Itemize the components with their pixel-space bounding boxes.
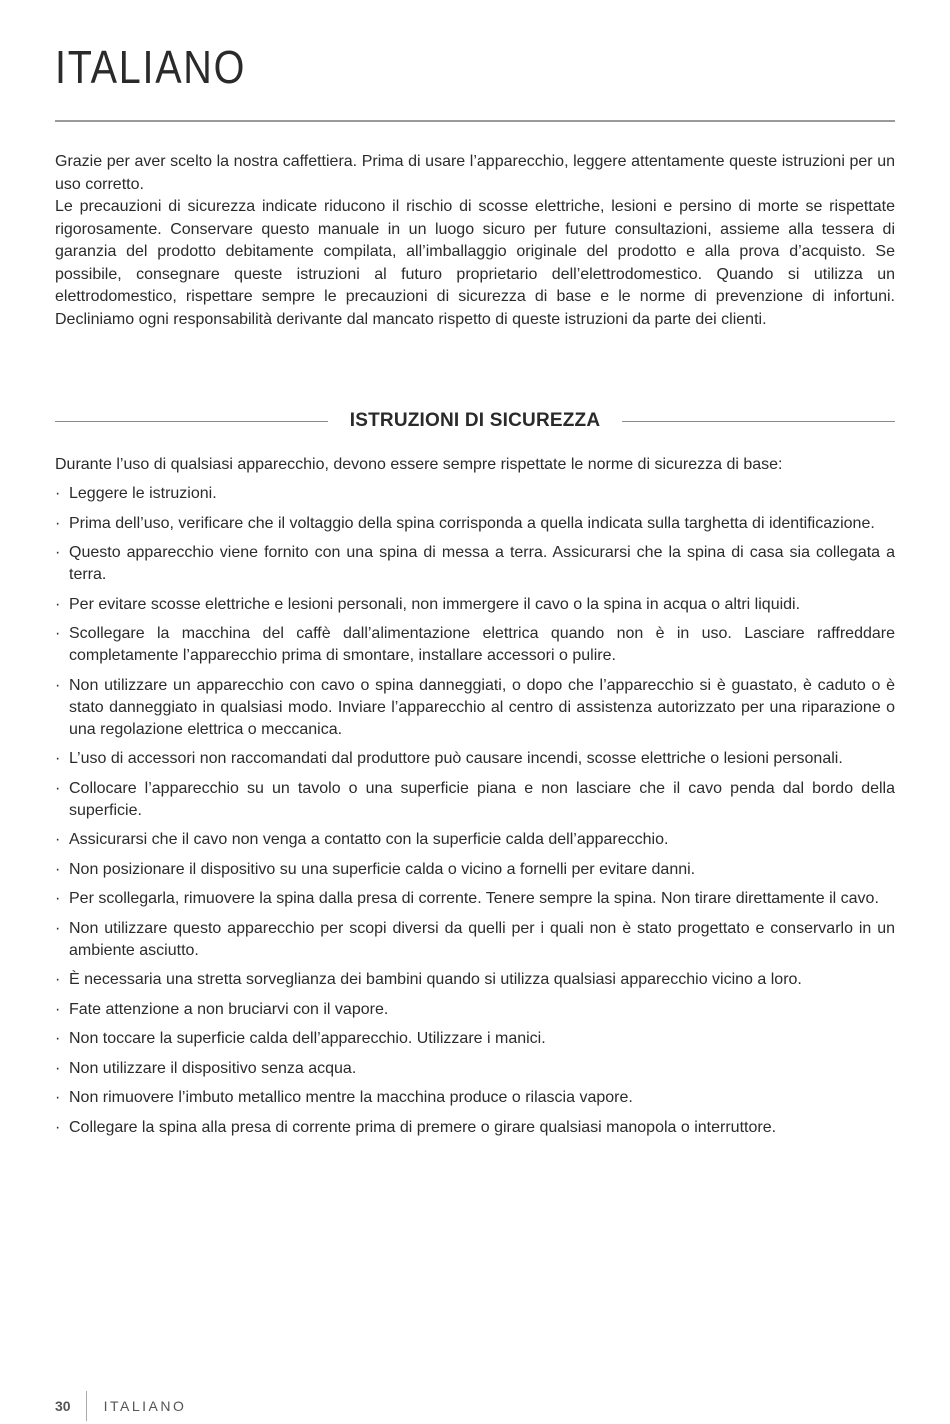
- list-item-text: Assicurarsi che il cavo non venga a contatto con la superficie calda dell’apparecchio.: [69, 831, 669, 848]
- list-item-text: Scollegare la macchina del caffè dall’alimentazione elettrica quando non è in uso. Lasciare raffreddare completamente l’apparecchio prima di smontare, installare accessori o pulire.: [69, 625, 895, 664]
- bullet-icon: ·: [55, 595, 61, 613]
- list-item: [55, 859, 895, 881]
- bullet-icon: ·: [55, 971, 61, 988]
- bullet-icon: ·: [55, 779, 61, 797]
- bullet-icon: ·: [55, 1059, 61, 1077]
- list-item-text: È necessaria una stretta sorveglianza dei bambini quando si utilizza qualsiasi apparecchio vicino a loro.: [69, 971, 802, 988]
- list-item-text: Collegare la spina alla presa di corrente prima di premere o girare qualsiasi manopola o interruttore.: [69, 1118, 777, 1136]
- list-item: [55, 542, 895, 586]
- list-item: [55, 829, 895, 851]
- page-footer: [55, 1391, 186, 1421]
- bullet-icon: ·: [55, 1000, 61, 1018]
- safety-list: [55, 483, 895, 1139]
- bullet-icon: ·: [55, 544, 61, 561]
- list-item-text: Non posizionare il dispositivo su una superficie calda o vicino a fornelli per evitare danni.: [69, 860, 696, 878]
- heading-rule-right: [622, 421, 895, 422]
- list-item-text: Leggere le istruzioni.: [69, 485, 217, 502]
- list-item: [55, 594, 895, 616]
- list-item: [55, 969, 895, 991]
- page-number: 30: [55, 1398, 71, 1414]
- bullet-icon: ·: [55, 1030, 61, 1047]
- list-item: [55, 1028, 895, 1050]
- list-item-text: Collocare l’apparecchio su un tavolo o una superficie piana e non lasciare che il cavo penda dal bordo della superficie.: [69, 779, 895, 819]
- list-item: [55, 513, 895, 535]
- bullet-icon: ·: [55, 514, 61, 532]
- title-divider: [55, 120, 895, 122]
- bullet-icon: ·: [55, 919, 61, 937]
- list-item: [55, 1087, 895, 1109]
- safety-instructions: [55, 454, 895, 1146]
- list-item-text: Fate attenzione a non bruciarvi con il vapore.: [69, 1000, 389, 1018]
- list-item: [55, 623, 895, 667]
- list-item: [55, 999, 895, 1021]
- bullet-icon: ·: [55, 1089, 61, 1106]
- list-item: [55, 483, 895, 505]
- page-title: ITALIANO: [55, 41, 247, 93]
- list-item-text: Non utilizzare il dispositivo senza acqua.: [69, 1059, 357, 1077]
- list-item-text: L’uso di accessori non raccomandati dal produttore può causare incendi, scosse elettriche o lesioni personali.: [69, 750, 843, 767]
- list-item: [55, 918, 895, 962]
- bullet-icon: ·: [55, 676, 61, 694]
- list-item-text: Per scollegarla, rimuovere la spina dalla presa di corrente. Tenere sempre la spina. Non tirare direttamente il cavo.: [69, 890, 879, 907]
- list-item-text: Per evitare scosse elettriche e lesioni personali, non immergere il cavo o la spina in acqua o altri liquidi.: [69, 595, 801, 613]
- footer-section-label: ITALIANO: [103, 1398, 187, 1414]
- bullet-icon: ·: [55, 831, 61, 848]
- section-heading: [55, 408, 895, 434]
- list-item: [55, 675, 895, 741]
- intro-paragraph: Grazie per aver scelto la nostra caffettiera. Prima di usare l’apparecchio, leggere attentamente queste istruzioni per un uso corretto.: [55, 153, 895, 193]
- list-item: [55, 888, 895, 910]
- list-item: [55, 1117, 895, 1139]
- intro-paragraph: Le precauzioni di sicurezza indicate riducono il rischio di scosse elettriche, lesioni e persino di morte se rispettate rigorosamente. Conservare questo manuale in un luogo sicuro per future consultazioni, assieme alla tessera di garanzia del prodotto debitamente compilata, all’imballaggio originale del prodotto e alla prova d’acquisto. Se possibile, consegnare queste istruzioni al futuro proprietario dell’elettrodomestico. Quando si utilizza un elettrodomestico, rispettare sempre le precauzioni di sicurezza di base e le norme di prevenzione di infortuni. Decliniamo ogni responsabilità derivante dal mancato rispetto di queste istruzioni da parte dei clienti.: [55, 198, 895, 328]
- list-item-text: Non rimuovere l’imbuto metallico mentre la macchina produce o rilascia vapore.: [69, 1089, 633, 1106]
- list-item-text: Prima dell’uso, verificare che il voltaggio della spina corrisponda a quella indicata sulla targhetta di identificazione.: [69, 514, 875, 532]
- list-item: [55, 748, 895, 770]
- list-item: [55, 1058, 895, 1080]
- list-item-text: Non utilizzare un apparecchio con cavo o spina danneggiati, o dopo che l’apparecchio si è guastato, è caduto o è stato danneggiato in qualsiasi modo. Inviare l’apparecchio al centro di assistenza autorizzato per una riparazione o una regolazione elettrica o meccanica.: [69, 676, 895, 738]
- safety-lead: Durante l’uso di qualsiasi apparecchio, devono essere sempre rispettate le norme di sicurezza di base:: [55, 456, 783, 473]
- bullet-icon: ·: [55, 860, 61, 878]
- bullet-icon: ·: [55, 750, 61, 767]
- intro-text: [55, 151, 895, 331]
- bullet-icon: ·: [55, 485, 61, 502]
- bullet-icon: ·: [55, 890, 61, 907]
- list-item-text: Non utilizzare questo apparecchio per scopi diversi da quelli per i quali non è stato progettato e conservarlo in un ambiente asciutto.: [69, 919, 895, 959]
- bullet-icon: ·: [55, 625, 61, 642]
- list-item-text: Non toccare la superficie calda dell’apparecchio. Utilizzare i manici.: [69, 1030, 546, 1047]
- section-heading-label: ISTRUZIONI DI SICUREZZA: [349, 410, 601, 431]
- heading-rule-left: [55, 421, 328, 422]
- bullet-icon: ·: [55, 1118, 61, 1136]
- list-item: [55, 778, 895, 822]
- list-item-text: Questo apparecchio viene fornito con una spina di messa a terra. Assicurarsi che la spina di casa sia collegata a terra.: [69, 544, 895, 583]
